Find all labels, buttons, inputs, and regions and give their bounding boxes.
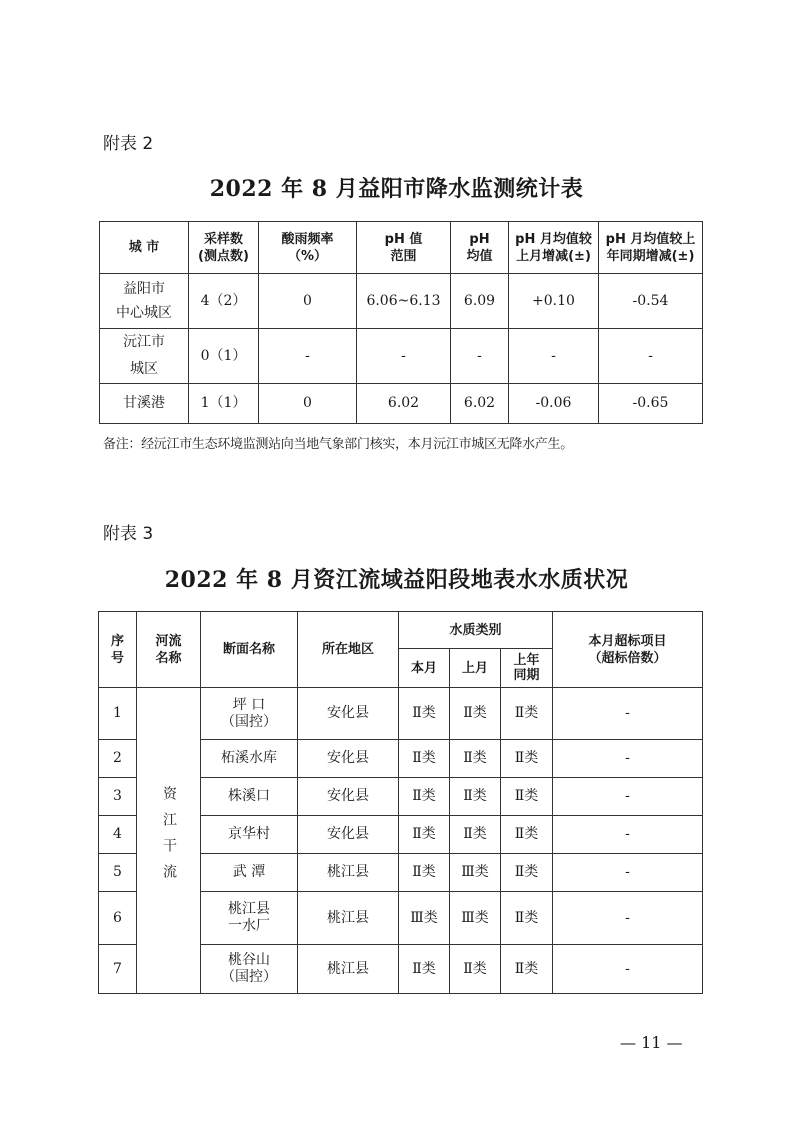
cell-region: 安化县 bbox=[298, 688, 399, 740]
cell-this-month: Ⅱ类 bbox=[399, 778, 450, 816]
river-name-text: 资江干流 bbox=[161, 785, 177, 890]
cell-region: 桃江县 bbox=[298, 892, 399, 945]
table-row bbox=[100, 274, 703, 329]
cell-this-month: Ⅱ类 bbox=[399, 740, 450, 778]
appendix-table-3-label: 附表 3 bbox=[103, 524, 154, 544]
table-note: 备注：经沅江市生态环境监测站向当地气象部门核实，本月沅江市城区无降水产生。 bbox=[103, 437, 573, 452]
cell-ph-change-last-month: -0.06 bbox=[509, 384, 599, 424]
header-water-quality-category: 水质类别 bbox=[399, 612, 553, 649]
cell-exceeding-items: - bbox=[553, 688, 703, 740]
cell-ph-change-last-month: +0.10 bbox=[509, 274, 599, 329]
header-seq: 序 号 bbox=[99, 612, 137, 688]
cell-last-month: Ⅱ类 bbox=[450, 816, 501, 854]
cell-city: 沅江市 城区 bbox=[100, 329, 189, 384]
header-region: 所在地区 bbox=[298, 612, 399, 688]
water-quality-table-title: 2022 年 8 月资江流域益阳段地表水水质状况 bbox=[164, 567, 629, 593]
cell-acid-rain-frequency: 0 bbox=[259, 384, 357, 424]
cell-exceeding-items: - bbox=[553, 740, 703, 778]
table-row bbox=[99, 688, 703, 740]
cell-section-name: 武 潭 bbox=[201, 854, 298, 892]
header-city: 城 市 bbox=[100, 222, 189, 274]
cell-ph-range: 6.06~6.13 bbox=[357, 274, 451, 329]
precipitation-table-title: 2022 年 8 月益阳市降水监测统计表 bbox=[209, 176, 584, 202]
cell-last-month: Ⅱ类 bbox=[450, 945, 501, 994]
cell-seq: 5 bbox=[99, 854, 137, 892]
header-ph-mean: pH 均值 bbox=[451, 222, 509, 274]
cell-exceeding-items: - bbox=[553, 945, 703, 994]
cell-last-month: Ⅱ类 bbox=[450, 778, 501, 816]
cell-last-year: Ⅱ类 bbox=[501, 688, 553, 740]
page-number: — 11 — bbox=[620, 1033, 683, 1052]
cell-section-name: 桃江县 一水厂 bbox=[201, 892, 298, 945]
cell-exceeding-items: - bbox=[553, 778, 703, 816]
cell-section-name: 株溪口 bbox=[201, 778, 298, 816]
cell-river-name bbox=[137, 688, 201, 994]
cell-ph-range: 6.02 bbox=[357, 384, 451, 424]
cell-section-name: 坪 口 （国控） bbox=[201, 688, 298, 740]
cell-ph-change-last-year: - bbox=[599, 329, 703, 384]
header-ph-change-last-year: pH 月均值较上 年同期增减(±) bbox=[599, 222, 703, 274]
cell-last-month: Ⅲ类 bbox=[450, 892, 501, 945]
cell-region: 安化县 bbox=[298, 816, 399, 854]
table-header-row bbox=[99, 612, 703, 649]
cell-region: 安化县 bbox=[298, 778, 399, 816]
header-ph-change-last-month: pH 月均值较 上月增减(±) bbox=[509, 222, 599, 274]
cell-this-month: Ⅱ类 bbox=[399, 945, 450, 994]
cell-ph-range: - bbox=[357, 329, 451, 384]
table-header-row bbox=[100, 222, 703, 274]
cell-ph-change-last-year: -0.54 bbox=[599, 274, 703, 329]
header-river-name: 河流 名称 bbox=[137, 612, 201, 688]
header-this-month: 本月 bbox=[399, 649, 450, 688]
header-ph-range: pH 值 范围 bbox=[357, 222, 451, 274]
cell-region: 安化县 bbox=[298, 740, 399, 778]
cell-region: 桃江县 bbox=[298, 945, 399, 994]
cell-seq: 7 bbox=[99, 945, 137, 994]
appendix-table-2-label: 附表 2 bbox=[103, 134, 154, 154]
cell-section-name: 柘溪水库 bbox=[201, 740, 298, 778]
cell-acid-rain-frequency: 0 bbox=[259, 274, 357, 329]
cell-ph-mean: 6.09 bbox=[451, 274, 509, 329]
cell-section-name: 京华村 bbox=[201, 816, 298, 854]
cell-city: 益阳市 中心城区 bbox=[100, 274, 189, 329]
cell-exceeding-items: - bbox=[553, 892, 703, 945]
header-section-name: 断面名称 bbox=[201, 612, 298, 688]
cell-ph-mean: 6.02 bbox=[451, 384, 509, 424]
table-row bbox=[100, 384, 703, 424]
cell-last-year: Ⅱ类 bbox=[501, 854, 553, 892]
cell-seq: 4 bbox=[99, 816, 137, 854]
water-quality-table bbox=[98, 611, 703, 994]
cell-last-year: Ⅱ类 bbox=[501, 892, 553, 945]
header-exceeding-items: 本月超标项目 （超标倍数） bbox=[553, 612, 703, 688]
cell-this-month: Ⅱ类 bbox=[399, 688, 450, 740]
cell-seq: 1 bbox=[99, 688, 137, 740]
cell-section-name: 桃谷山 （国控） bbox=[201, 945, 298, 994]
cell-ph-mean: - bbox=[451, 329, 509, 384]
cell-ph-change-last-year: -0.65 bbox=[599, 384, 703, 424]
header-acid-rain-frequency: 酸雨频率 （%） bbox=[259, 222, 357, 274]
cell-seq: 6 bbox=[99, 892, 137, 945]
cell-this-month: Ⅲ类 bbox=[399, 892, 450, 945]
header-same-period-last-year: 上年 同期 bbox=[501, 649, 553, 688]
cell-seq: 2 bbox=[99, 740, 137, 778]
cell-this-month: Ⅱ类 bbox=[399, 854, 450, 892]
cell-acid-rain-frequency: - bbox=[259, 329, 357, 384]
cell-last-year: Ⅱ类 bbox=[501, 816, 553, 854]
cell-last-month: Ⅱ类 bbox=[450, 688, 501, 740]
cell-this-month: Ⅱ类 bbox=[399, 816, 450, 854]
cell-sample-count: 4（2） bbox=[189, 274, 259, 329]
cell-last-year: Ⅱ类 bbox=[501, 945, 553, 994]
cell-city: 甘溪港 bbox=[100, 384, 189, 424]
cell-seq: 3 bbox=[99, 778, 137, 816]
cell-sample-count: 0（1） bbox=[189, 329, 259, 384]
cell-exceeding-items: - bbox=[553, 854, 703, 892]
precipitation-monitoring-table bbox=[99, 221, 703, 424]
cell-last-year: Ⅱ类 bbox=[501, 740, 553, 778]
cell-last-month: Ⅱ类 bbox=[450, 740, 501, 778]
cell-last-year: Ⅱ类 bbox=[501, 778, 553, 816]
cell-region: 桃江县 bbox=[298, 854, 399, 892]
cell-exceeding-items: - bbox=[553, 816, 703, 854]
cell-ph-change-last-month: - bbox=[509, 329, 599, 384]
cell-sample-count: 1（1） bbox=[189, 384, 259, 424]
header-sample-count: 采样数 (测点数) bbox=[189, 222, 259, 274]
table-row bbox=[100, 329, 703, 384]
header-last-month: 上月 bbox=[450, 649, 501, 688]
cell-last-month: Ⅲ类 bbox=[450, 854, 501, 892]
